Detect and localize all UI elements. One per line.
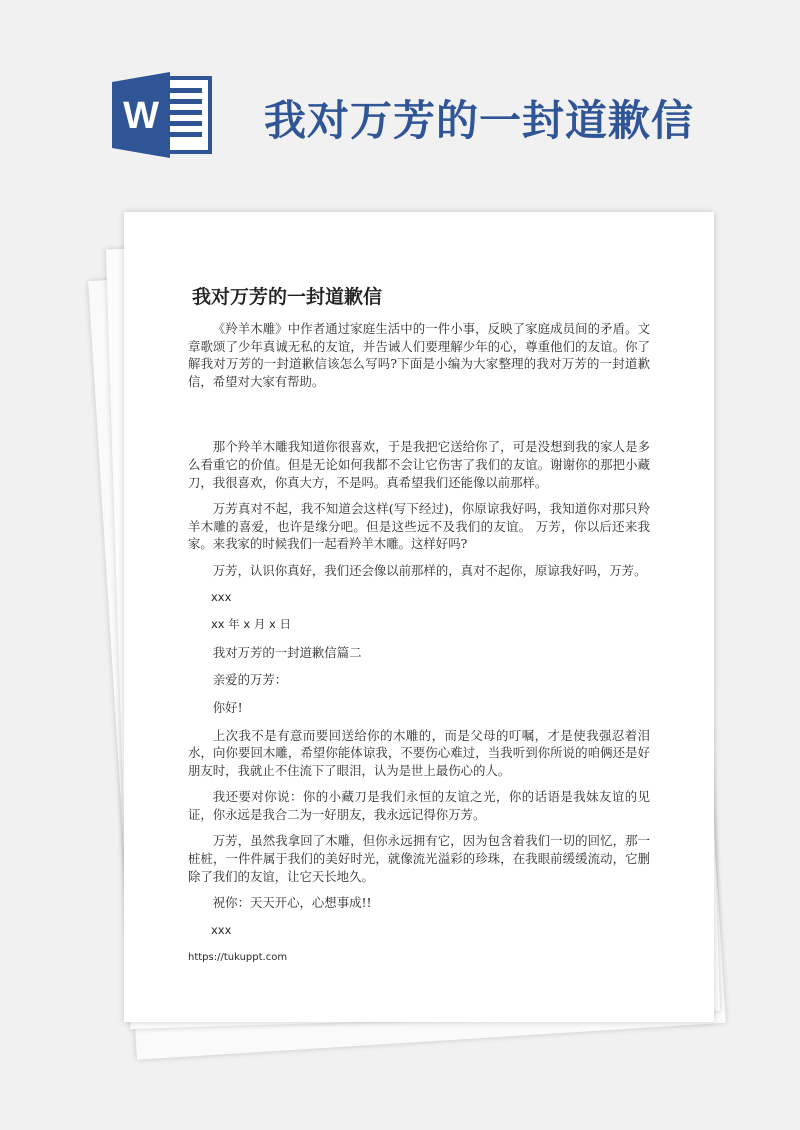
paragraph: 上次我不是有意而要回送给你的木雕的，而是父母的叮嘱，才是使我强忍着泪水，向你要回木雕，希望你能体谅我，不要伤心难过，当我听到你所说的咱俩还是好朋友时，我就止不住流下了眼泪，认为是世上最伤心的人。 [188,727,650,778]
signature: xxx [211,922,232,937]
word-icon [112,70,212,160]
paragraph-intro: 《羚羊木雕》中作者通过家庭生活中的一件小事，反映了家庭成员间的矛盾。文章歌颂了少年真诚无私的友谊，并告诫人们要理解少年的心，尊重他们的友谊。你了解我对万芳的一封道歉信该怎么写吗?下面是小编为大家整理的我对万芳的一封道歉信，希望对大家有帮助。 [188,321,650,389]
paragraph: 我还要对你说：你的小藏刀是我们永恒的友谊之光，你的话语是我妹友谊的见证，你永远是我合二为一好朋友，我永远记得你万芳。 [188,789,650,822]
paragraph: 那个羚羊木雕我知道你很喜欢，于是我把它送给你了，可是没想到我的家人是多么看重它的价值。但是无论如何我都不会让它伤害了我们的友谊。谢谢你的那把小藏刀，我很喜欢，你真大方，不是吗。真希望我们还能像以前那样。 [188,439,650,490]
banner-title: 我对万芳的一封道歉信 [264,96,695,145]
salutation: 亲爱的万芳： [212,672,288,688]
footer-link[interactable]: https://tukuppt.com [188,952,288,964]
document-page [124,212,714,1022]
closing-wish: 祝你：天天开心，心想事成!! [212,895,372,911]
document-title: 我对万芳的一封道歉信 [192,286,383,308]
section-heading: 我对万芳的一封道歉信篇二 [212,644,362,660]
document-body [188,320,650,976]
paragraph: 万芳真对不起，我不知道会这样(写下经过)，你原谅我好吗，我知道你对那只羚羊木雕的喜爱，也许是缘分吧。但是这些远不及我们的友谊。 万芳，你以后还来我家。来我家的时候我们一起看羚羊木雕。这样好吗? [188,501,650,552]
signature: xxx [211,589,232,604]
date-line: xx 年 x 月 x 日 [211,617,291,632]
paragraph: 万芳，认识你真好，我们还会像以前那样的，真对不起你，原谅我好吗，万芳。 [212,562,647,578]
word-icon-letter: W [123,95,159,137]
greeting: 你好! [212,699,243,715]
paragraph: 万芳，虽然我拿回了木雕，但你永远拥有它，因为包含着我们一切的回忆，那一桩桩，一件件属于我们的美好时光，就像流光溢彩的珍珠，在我眼前缓缓流动，它删除了我们的友谊，让它天长地久。 [188,833,650,884]
